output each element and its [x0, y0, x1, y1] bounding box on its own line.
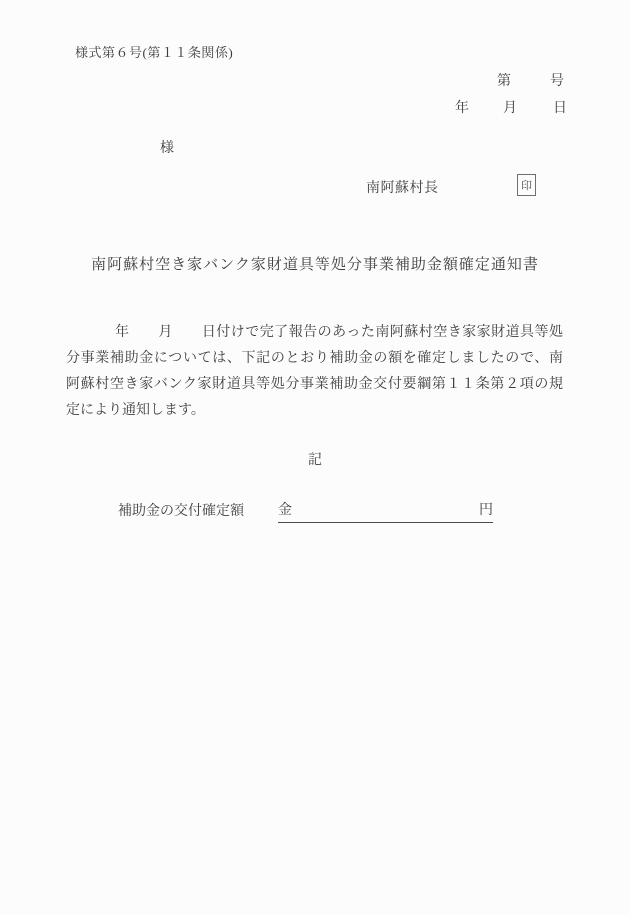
- addressee-honorific: 様: [160, 141, 174, 156]
- date-year-label: 年: [455, 101, 469, 116]
- body-paragraph: [66, 320, 563, 424]
- body-line-1: 年 月 日付けで完了報告のあった南阿蘇村空き家家財道具等処: [115, 325, 563, 340]
- record-marker: 記: [308, 453, 322, 468]
- doc-number-suffix-label: 号: [550, 74, 564, 89]
- body-line-2: 分事業補助金については、下記のとおり補助金の額を確定しましたので、南: [66, 351, 563, 366]
- form-number: 様式第６号(第１１条関係): [75, 45, 234, 60]
- sender-title: 南阿蘇村長: [366, 181, 439, 196]
- body-line-3: 阿蘇村空き家バンク家財道具等処分事業補助金交付要綱第１１条第２項の規: [66, 377, 563, 392]
- amount-blank-line: [278, 499, 493, 523]
- document-title: 南阿蘇村空き家バンク家財道具等処分事業補助金額確定通知書: [91, 257, 539, 273]
- doc-number-prefix-label: 第: [497, 74, 511, 89]
- body-line-4: 定により通知します。: [66, 403, 205, 418]
- currency-prefix-label: 金: [278, 503, 292, 518]
- seal-character: 印: [521, 180, 532, 192]
- date-day-label: 日: [553, 101, 567, 116]
- amount-label: 補助金の交付確定額: [118, 504, 244, 519]
- seal-box: [517, 174, 536, 196]
- date-month-label: 月: [503, 101, 517, 116]
- currency-suffix-label: 円: [479, 503, 493, 518]
